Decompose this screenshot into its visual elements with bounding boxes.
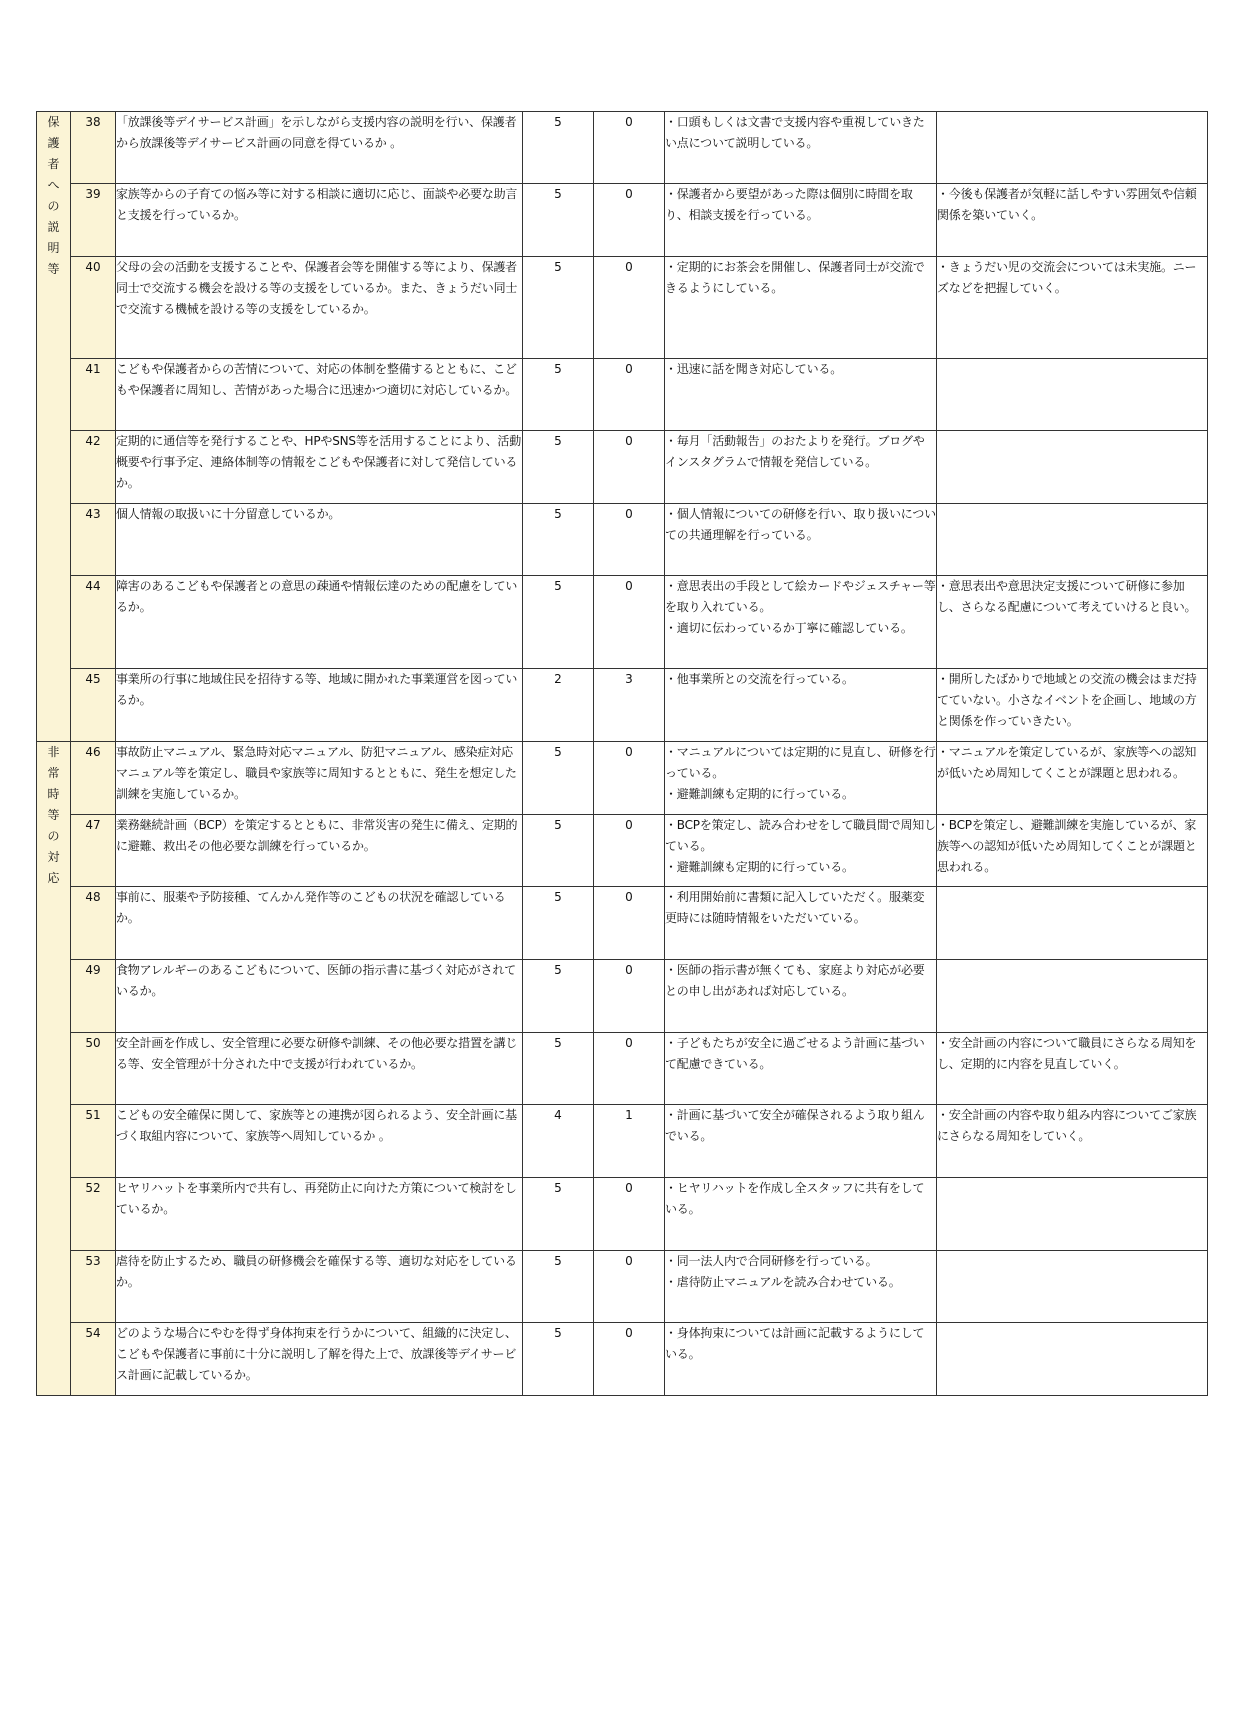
row-number: 42 xyxy=(71,431,116,504)
no-count: 0 xyxy=(594,359,665,431)
improvement-cell xyxy=(937,887,1208,960)
table-row xyxy=(37,887,1208,960)
table-row xyxy=(37,504,1208,576)
yes-count: 5 xyxy=(523,504,594,576)
table-row xyxy=(37,960,1208,1033)
comment-cell: ・迅速に話を聞き対応している。 xyxy=(665,359,937,431)
question-text: 安全計画を作成し、安全管理に必要な研修や訓練、その他必要な措置を講じる等、安全管理が十分された中で支援が行われているか。 xyxy=(116,1033,523,1105)
question-text: どのような場合にやむを得ず身体拘束を行うかについて、組織的に決定し、こどもや保護者に事前に十分に説明し了解を得た上で、放課後等デイサービス計画に記載しているか。 xyxy=(116,1323,523,1396)
comment-cell: ・同一法人内で合同研修を行っている。 ・虐待防止マニュアルを読み合わせている。 xyxy=(665,1251,937,1323)
comment-cell: ・計画に基づいて安全が確保されるよう取り組んでいる。 xyxy=(665,1105,937,1178)
comment-cell: ・子どもたちが安全に過ごせるよう計画に基づいて配慮できている。 xyxy=(665,1033,937,1105)
table-row xyxy=(37,112,1208,184)
table-row xyxy=(37,742,1208,815)
improvement-cell xyxy=(937,1323,1208,1396)
improvement-cell: ・開所したばかりで地域との交流の機会はまだ持てていない。小さなイベントを企画し、地域の方と関係を作っていきたい。 xyxy=(937,669,1208,742)
improvement-cell: ・今後も保護者が気軽に話しやすい雰囲気や信頼関係を築いていく。 xyxy=(937,184,1208,257)
row-number: 47 xyxy=(71,815,116,887)
row-number: 46 xyxy=(71,742,116,815)
improvement-cell: ・安全計画の内容について職員にさらなる周知をし、定期的に内容を見直していく。 xyxy=(937,1033,1208,1105)
question-text: こどもや保護者からの苦情について、対応の体制を整備するとともに、こどもや保護者に周知し、苦情があった場合に迅速かつ適切に対応しているか。 xyxy=(116,359,523,431)
question-text: 食物アレルギーのあるこどもについて、医師の指示書に基づく対応がされているか。 xyxy=(116,960,523,1033)
table-row xyxy=(37,1178,1208,1251)
improvement-cell xyxy=(937,431,1208,504)
row-number: 45 xyxy=(71,669,116,742)
improvement-cell: ・マニュアルを策定しているが、家族等への認知が低いため周知してくことが課題と思われる。 xyxy=(937,742,1208,815)
table-row xyxy=(37,431,1208,504)
improvement-cell xyxy=(937,112,1208,184)
table-row xyxy=(37,359,1208,431)
table-row xyxy=(37,815,1208,887)
yes-count: 5 xyxy=(523,576,594,669)
row-number: 48 xyxy=(71,887,116,960)
yes-count: 5 xyxy=(523,887,594,960)
comment-cell: ・他事業所との交流を行っている。 xyxy=(665,669,937,742)
question-text: 事業所の行事に地域住民を招待する等、地域に開かれた事業運営を図っているか。 xyxy=(116,669,523,742)
no-count: 0 xyxy=(594,1178,665,1251)
improvement-cell: ・きょうだい児の交流会については未実施。ニーズなどを把握していく。 xyxy=(937,257,1208,359)
improvement-cell xyxy=(937,1178,1208,1251)
question-text: 業務継続計画（BCP）を策定するとともに、非常災害の発生に備え、定期的に避難、救出その他必要な訓練を行っているか。 xyxy=(116,815,523,887)
question-text: 「放課後等デイサービス計画」を示しながら支援内容の説明を行い、保護者から放課後等デイサービス計画の同意を得ているか 。 xyxy=(116,112,523,184)
yes-count: 5 xyxy=(523,1251,594,1323)
yes-count: 2 xyxy=(523,669,594,742)
comment-cell: ・マニュアルについては定期的に見直し、研修を行っている。 ・避難訓練も定期的に行っている。 xyxy=(665,742,937,815)
comment-cell: ・利用開始前に書類に記入していただく。服薬変更時には随時情報をいただいている。 xyxy=(665,887,937,960)
improvement-cell xyxy=(937,359,1208,431)
evaluation-table xyxy=(36,111,1208,1396)
yes-count: 5 xyxy=(523,257,594,359)
comment-cell: ・身体拘束については計画に記載するようにしている。 xyxy=(665,1323,937,1396)
no-count: 3 xyxy=(594,669,665,742)
row-number: 51 xyxy=(71,1105,116,1178)
no-count: 0 xyxy=(594,576,665,669)
question-text: 事前に、服薬や予防接種、てんかん発作等のこどもの状況を確認しているか。 xyxy=(116,887,523,960)
improvement-cell xyxy=(937,960,1208,1033)
table-row xyxy=(37,1251,1208,1323)
question-text: 個人情報の取扱いに十分留意しているか。 xyxy=(116,504,523,576)
row-number: 53 xyxy=(71,1251,116,1323)
comment-cell: ・意思表出の手段として絵カードやジェスチャー等を取り入れている。 ・適切に伝わっているか丁寧に確認している。 xyxy=(665,576,937,669)
comment-cell: ・口頭もしくは文書で支援内容や重視していきたい点について説明している。 xyxy=(665,112,937,184)
row-number: 54 xyxy=(71,1323,116,1396)
yes-count: 5 xyxy=(523,431,594,504)
no-count: 0 xyxy=(594,815,665,887)
question-text: 事故防止マニュアル、緊急時対応マニュアル、防犯マニュアル、感染症対応マニュアル等を策定し、職員や家族等に周知するとともに、発生を想定した訓練を実施しているか。 xyxy=(116,742,523,815)
table-row xyxy=(37,669,1208,742)
row-number: 38 xyxy=(71,112,116,184)
yes-count: 5 xyxy=(523,960,594,1033)
yes-count: 5 xyxy=(523,815,594,887)
row-number: 49 xyxy=(71,960,116,1033)
table-row xyxy=(37,184,1208,257)
improvement-cell xyxy=(937,1251,1208,1323)
question-text: 虐待を防止するため、職員の研修機会を確保する等、適切な対応をしているか。 xyxy=(116,1251,523,1323)
no-count: 0 xyxy=(594,887,665,960)
comment-cell: ・医師の指示書が無くても、家庭より対応が必要との申し出があれば対応している。 xyxy=(665,960,937,1033)
improvement-cell: ・BCPを策定し、避難訓練を実施しているが、家族等への認知が低いため周知してくことが課題と思われる。 xyxy=(937,815,1208,887)
question-text: 障害のあるこどもや保護者との意思の疎通や情報伝達のための配慮をしているか。 xyxy=(116,576,523,669)
no-count: 0 xyxy=(594,257,665,359)
improvement-cell: ・安全計画の内容や取り組み内容についてご家族にさらなる周知をしていく。 xyxy=(937,1105,1208,1178)
no-count: 0 xyxy=(594,960,665,1033)
yes-count: 5 xyxy=(523,1178,594,1251)
yes-count: 5 xyxy=(523,742,594,815)
no-count: 0 xyxy=(594,431,665,504)
row-number: 44 xyxy=(71,576,116,669)
row-number: 41 xyxy=(71,359,116,431)
yes-count: 5 xyxy=(523,112,594,184)
improvement-cell: ・意思表出や意思決定支援について研修に参加し、さらなる配慮について考えていけると良い。 xyxy=(937,576,1208,669)
yes-count: 5 xyxy=(523,359,594,431)
question-text: こどもの安全確保に関して、家族等との連携が図られるよう、安全計画に基づく取組内容について、家族等へ周知しているか 。 xyxy=(116,1105,523,1178)
question-text: ヒヤリハットを事業所内で共有し、再発防止に向けた方策について検討をしているか。 xyxy=(116,1178,523,1251)
comment-cell: ・BCPを策定し、読み合わせをして職員間で周知している。 ・避難訓練も定期的に行っている。 xyxy=(665,815,937,887)
row-number: 40 xyxy=(71,257,116,359)
table-row xyxy=(37,1323,1208,1396)
comment-cell: ・個人情報についての研修を行い、取り扱いについての共通理解を行っている。 xyxy=(665,504,937,576)
table-row xyxy=(37,1105,1208,1178)
comment-cell: ・保護者から要望があった際は個別に時間を取り、相談支援を行っている。 xyxy=(665,184,937,257)
comment-cell: ・ヒヤリハットを作成し全スタッフに共有をしている。 xyxy=(665,1178,937,1251)
no-count: 0 xyxy=(594,742,665,815)
improvement-cell xyxy=(937,504,1208,576)
no-count: 0 xyxy=(594,112,665,184)
no-count: 1 xyxy=(594,1105,665,1178)
yes-count: 5 xyxy=(523,1323,594,1396)
no-count: 0 xyxy=(594,504,665,576)
yes-count: 5 xyxy=(523,1033,594,1105)
table-row xyxy=(37,576,1208,669)
no-count: 0 xyxy=(594,1323,665,1396)
comment-cell: ・定期的にお茶会を開催し、保護者同士が交流できるようにしている。 xyxy=(665,257,937,359)
section-label-emergency: 非 常 時 等 の 対 応 xyxy=(37,742,71,1396)
table-row xyxy=(37,257,1208,359)
section-label-explanation: 保 護 者 へ の 説 明 等 xyxy=(37,112,71,742)
no-count: 0 xyxy=(594,1033,665,1105)
row-number: 43 xyxy=(71,504,116,576)
row-number: 52 xyxy=(71,1178,116,1251)
row-number: 50 xyxy=(71,1033,116,1105)
question-text: 父母の会の活動を支援することや、保護者会等を開催する等により、保護者同士で交流する機会を設ける等の支援をしているか。また、きょうだい同士で交流する機械を設ける等の支援をしているか。 xyxy=(116,257,523,359)
no-count: 0 xyxy=(594,1251,665,1323)
question-text: 定期的に通信等を発行することや、HPやSNS等を活用することにより、活動概要や行事予定、連絡体制等の情報をこどもや保護者に対して発信しているか。 xyxy=(116,431,523,504)
no-count: 0 xyxy=(594,184,665,257)
row-number: 39 xyxy=(71,184,116,257)
yes-count: 5 xyxy=(523,184,594,257)
yes-count: 4 xyxy=(523,1105,594,1178)
comment-cell: ・毎月「活動報告」のおたよりを発行。ブログやインスタグラムで情報を発信している。 xyxy=(665,431,937,504)
table-row xyxy=(37,1033,1208,1105)
question-text: 家族等からの子育ての悩み等に対する相談に適切に応じ、面談や必要な助言と支援を行っているか。 xyxy=(116,184,523,257)
